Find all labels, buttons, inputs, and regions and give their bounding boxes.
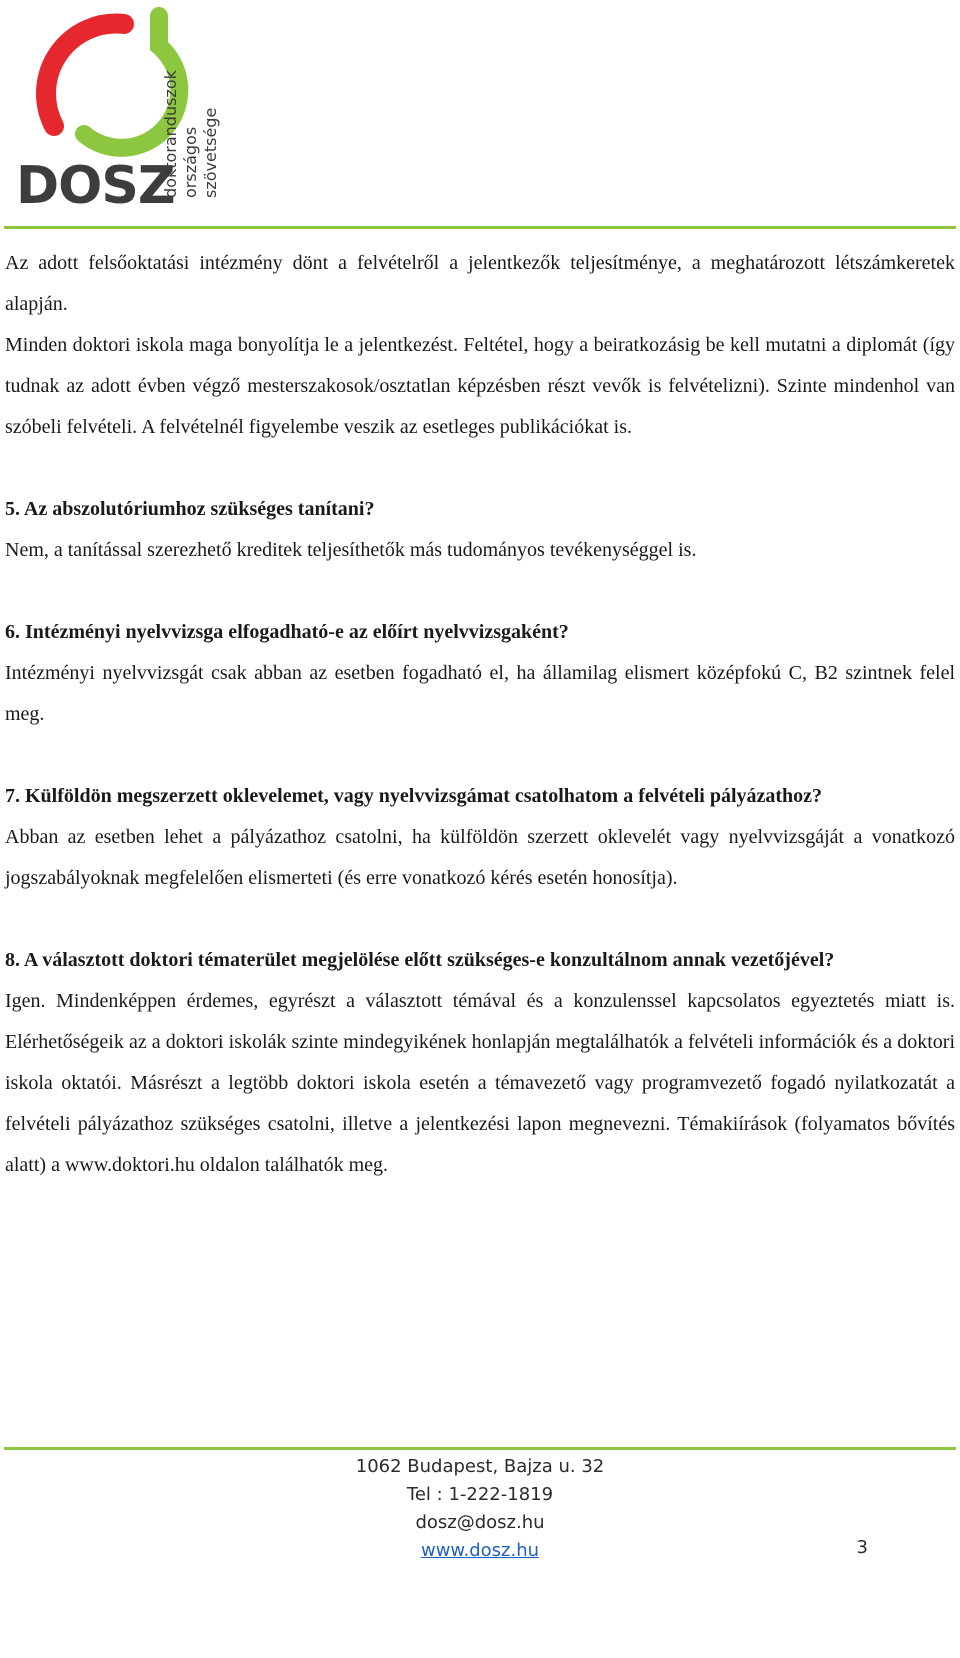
logo-line-2: országos [181,126,200,198]
answer-7: Abban az esetben lehet a pályázathoz csatolni, ha külföldön szerzett oklevelét vagy nyelvvizsgáját a vonatkozó jogszabályoknak megfelelően elismerteti (és erre vonatkozó kérés esetén honosítja). [5,826,955,889]
answer-5: Nem, a tanítással szerezhető kreditek teljesíthetők más tudományos tevékenységgel is. [5,539,697,561]
footer-email: dosz@dosz.hu [415,1512,545,1533]
footer-website-link[interactable]: www.dosz.hu [420,1540,540,1561]
logo-line-3: szövetsége [201,107,220,198]
logo-line-1: doktoranduszok [161,70,180,198]
header-divider [4,226,956,229]
paragraph-admission-decision: Az adott felsőoktatási intézmény dönt a felvételről a jelentkezők teljesítménye, a meghatározott létszámkeretek alapján. [5,252,955,315]
paragraph-admission-process: Minden doktori iskola maga bonyolítja le a jelentkezést. Feltétel, hogy a beiratkozásig be kell mutatni a diplomát (így tudnak az adott évben végző mesterszakosok/osztatlan képzésben részt vevők is felvételizni). Szinte mindenhol van szóbeli felvételi. A felvételnél figyelembe veszik az esetleges publikációkat is. [5,334,955,438]
dosz-logo [14,6,234,216]
logo-wordmark: DOSZ [16,156,175,216]
footer [0,1453,960,1565]
question-5: 5. Az abszolutóriumhoz szükséges tanítani? [5,498,375,520]
answer-6: Intézményi nyelvvizsgát csak abban az esetben fogadható el, ha államilag elismert középfokú C, B2 szintnek felel meg. [5,662,955,725]
footer-address: 1062 Budapest, Bajza u. 32 [355,1456,605,1477]
question-7: 7. Külföldön megszerzett oklevelemet, vagy nyelvvizsgámat csatolhatom a felvételi pályázathoz? [5,785,823,807]
page-number: 3 [856,1537,868,1558]
question-6: 6. Intézményi nyelvvizsga elfogadható-e az előírt nyelvvizsgaként? [5,621,569,643]
footer-divider [4,1447,956,1450]
question-8: 8. A választott doktori tématerület megjelölése előtt szükséges-e konzultálnom annak vezetőjével? [5,949,835,971]
answer-8: Igen. Mindenképpen érdemes, egyrészt a választott témával és a konzulenssel kapcsolatos egyeztetés miatt is. Elérhetőségeik az a doktori iskolák szinte mindegyikének honlapján megtalálhatók a felvételi információk és a doktori iskola oktatói. Másrészt a legtöbb doktori iskola esetén a témavezető vagy programvezető fogadó nyilatkozatát a felvételi pályázathoz szükséges csatolni, illetve a jelentkezési lapon megnevezni. Témakiírások (folyamatos bővítés alatt) a www.doktori.hu oldalon találhatók meg. [5,990,955,1176]
footer-phone: Tel : 1-222-1819 [406,1484,554,1505]
document-body [5,243,955,1186]
